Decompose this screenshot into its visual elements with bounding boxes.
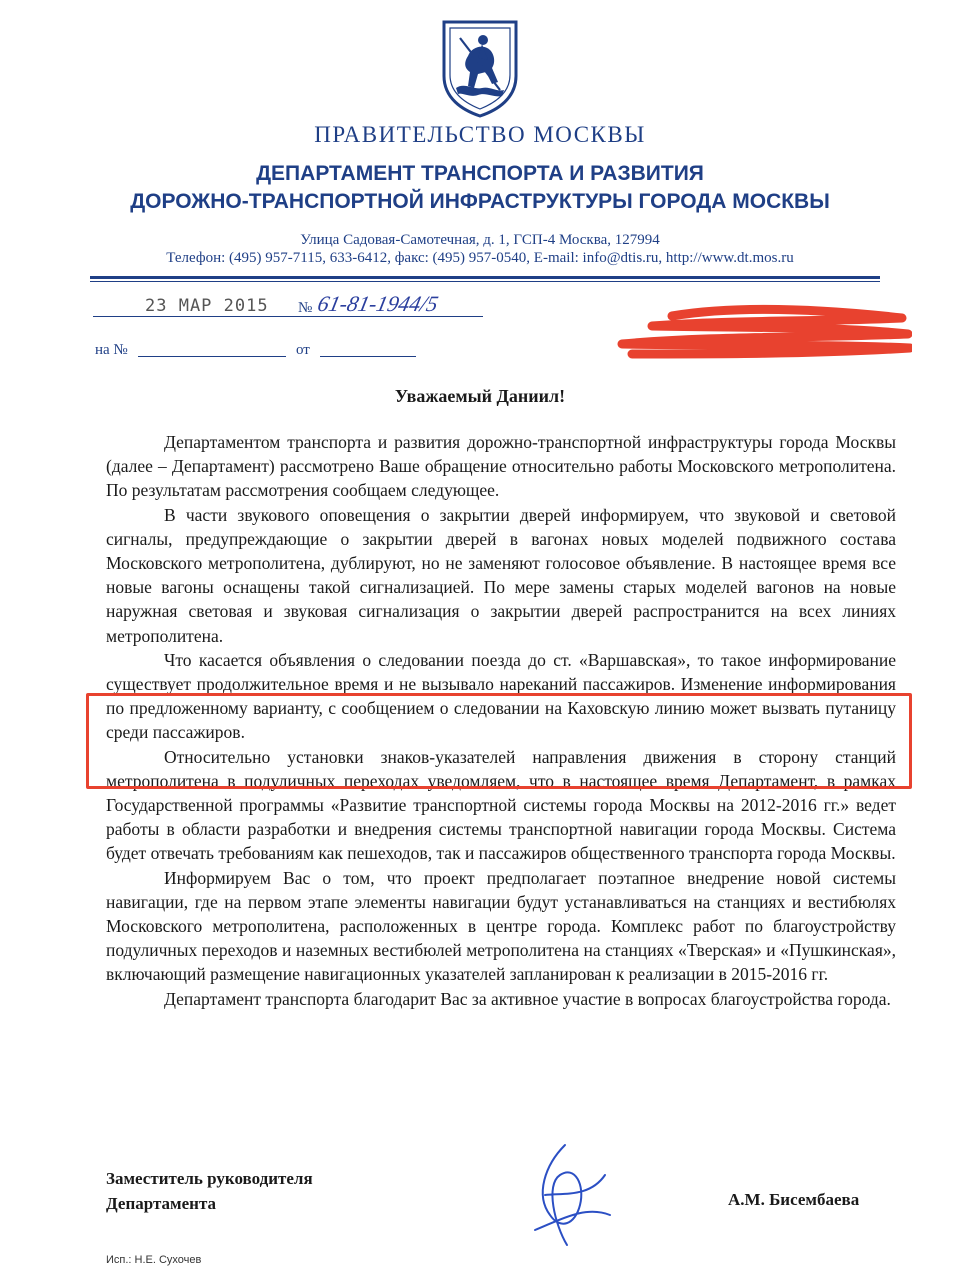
- signatory-title-line2: Департамента: [106, 1194, 217, 1213]
- registration-number: 61-81-1944/5: [315, 291, 441, 316]
- department-title-line1: ДЕПАРТАМЕНТ ТРАНСПОРТА И РАЗВИТИЯ: [256, 162, 704, 185]
- department-address: Улица Садовая-Самотечная, д. 1, ГСП-4 Москва, 127994: [300, 232, 660, 248]
- paragraph: Относительно установки знаков-указателей направления движения в сторону станций метрополитена в подуличных переходах уведомляем, что в настоящее время Департамент, в рамках Государственной программы «Развитие транспортной системы города Москвы на 2012-2016 гг.» ведет работы в области разработки и внедрения системы транспортной навигации города Москвы. Система будет отвечать требованиям как пешеходов, так и пассажиров общественного транспорта города Москвы.: [106, 746, 896, 864]
- registration-underline: [93, 316, 483, 317]
- signatory-title-line1: Заместитель руководителя: [106, 1169, 313, 1188]
- letterhead-divider-thin: [90, 281, 880, 282]
- moscow-coat-of-arms-icon: [438, 18, 522, 118]
- government-title: ПРАВИТЕЛЬСТВО МОСКВЫ: [314, 122, 646, 147]
- paragraph: В части звукового оповещения о закрытии дверей информируем, что звуковой и световой сигналы, предупреждающие о закрытии дверей в вагонах новых моделей подвижного состава Московского метрополитена, дублируют, но не заменяют голосовое объявление. В настоящее время все новые вагоны оснащены такой сигнализацией. По мере замены старых моделей вагонов на новые наружная световая и звуковая сигнализация о закрытии дверей распространится на всех линиях метрополитена.: [106, 504, 896, 646]
- reference-number-blank: [138, 356, 286, 357]
- registration-number-label: №: [298, 300, 313, 316]
- registration-date-stamp: 23 МАР 2015: [145, 296, 269, 316]
- highlight-annotation-box: [86, 693, 912, 789]
- recipient-redaction: [612, 304, 912, 360]
- reference-number-label: на №: [95, 342, 128, 358]
- signatory-title: [106, 1166, 313, 1216]
- reference-date-blank: [320, 356, 416, 357]
- handwritten-signature: [505, 1135, 625, 1255]
- paragraph: Информируем Вас о том, что проект предполагает поэтапное внедрение новой системы навигации, где на первом этапе элементы навигации будут устанавливаться на станциях и вестибюлях Московского метрополитена, расположенных в центре города. Комплекс работ по благоустройству подуличных переходов и наземных вестибюлей метрополитена на станциях «Тверская» и «Пушкинская», включающий размещение навигационных указателей запланирован к реализации в 2015-2016 гг.: [106, 867, 896, 985]
- paragraph: Департамент транспорта благодарит Вас за активное участие в вопросах благоустройства города.: [164, 988, 891, 1009]
- greeting: Уважаемый Даниил!: [394, 386, 566, 406]
- paragraph-highlighted: Что касается объявления о следовании поезда до ст. «Варшавская», то такое информирование существует продолжительное время и не вызывало нареканий пассажиров. Изменение информирования по предложенному варианту, с сообщением о следовании на Каховскую линию может вызвать путаницу среди пассажиров.: [106, 649, 896, 743]
- letterhead-divider-thick: [90, 276, 880, 279]
- paragraph: Департаментом транспорта и развития дорожно-транспортной инфраструктуры города Москвы (далее – Департамент) рассмотрено Ваше обращение относительно работы Московского метрополитена. По результатам рассмотрения сообщаем следующее.: [106, 432, 896, 501]
- department-title-line2: ДОРОЖНО-ТРАНСПОРТНОЙ ИНФРАСТРУКТУРЫ ГОРОДА МОСКВЫ: [130, 190, 830, 213]
- department-contacts: Телефон: (495) 957-7115, 633-6412, факс: (495) 957-0540, E-mail: info@dtis.ru, http://www.dt.mos.ru: [166, 250, 794, 266]
- signatory-name: А.М. Бисембаева: [728, 1190, 860, 1209]
- executor-note: Исп.: Н.Е. Сухочев: [106, 1254, 202, 1266]
- reference-from-label: от: [296, 342, 310, 358]
- department-title: [0, 160, 960, 216]
